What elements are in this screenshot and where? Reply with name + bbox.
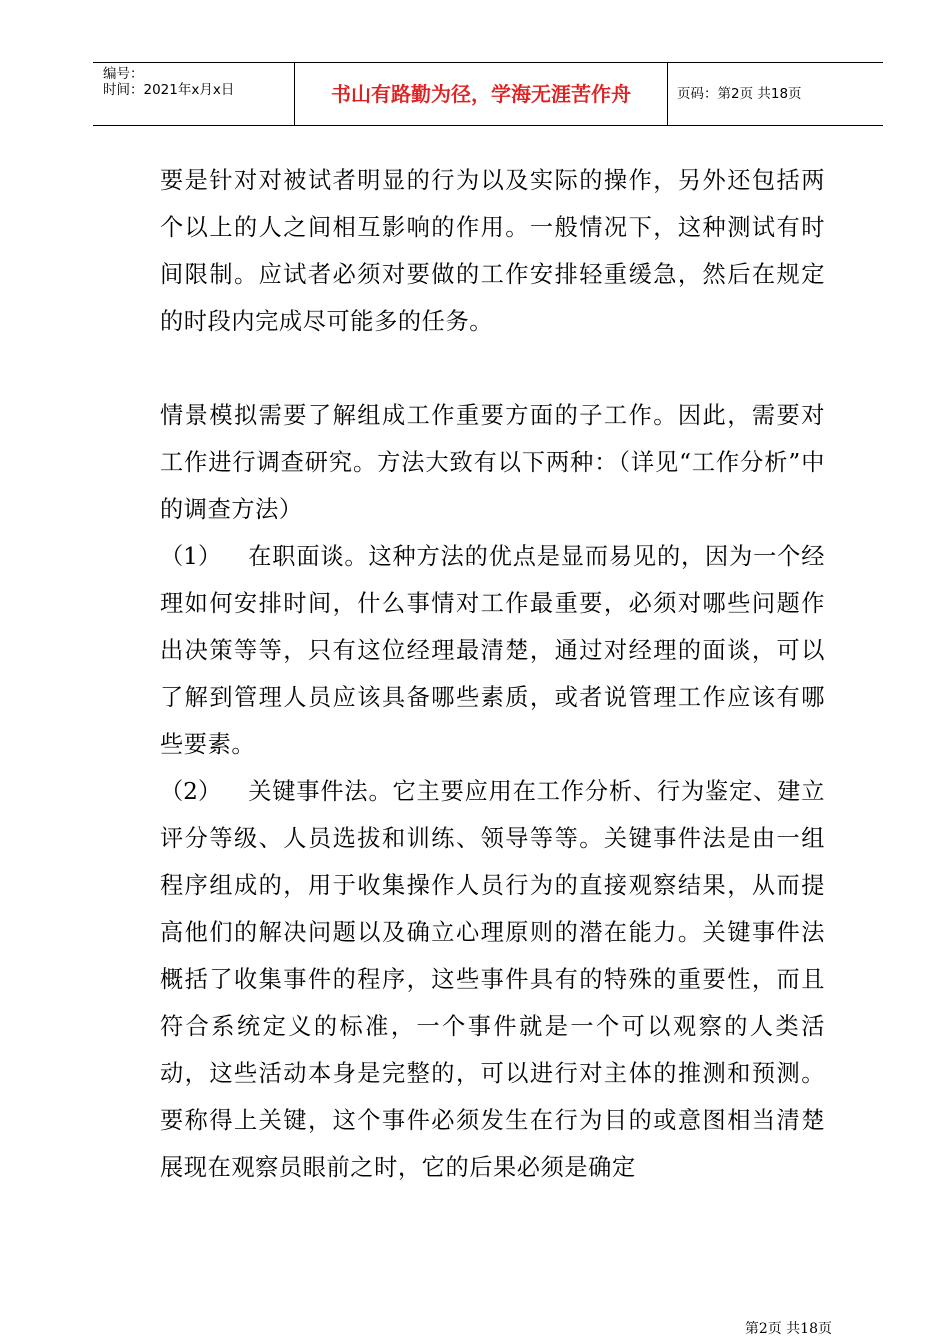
page-header — [93, 62, 883, 126]
list-item-1-text: 在职面谈。这种方法的优点是显而易见的，因为一个经理如何安排时间，什么事情对工作最重要，必须对哪些问题作出决策等等，只有这位经理最清楚，通过对经理的面谈，可以了解到管理人员应该具备哪些素质，或者说管理工作应该有哪些要素。 — [160, 543, 825, 758]
header-divider-right — [667, 63, 668, 125]
document-body — [160, 157, 825, 1191]
list-item-2-number: （2） — [160, 778, 222, 805]
header-page-label: 页码：第2页 共18页 — [677, 86, 802, 102]
page-footer: 第2页 共18页 — [744, 1321, 832, 1337]
time-label: 时间：2021年x月x日 — [103, 82, 235, 98]
code-label: 编号： — [103, 66, 144, 82]
paragraph-1: 要是针对对被试者明显的行为以及实际的操作，另外还包括两个以上的人之间相互影响的作用。一般情况下，这种测试有时间限制。应试者必须对要做的工作安排轻重缓急，然后在规定的时段内完成尽可能多的任务。 — [160, 167, 825, 335]
header-motto: 书山有路勤为径，学海无涯苦作舟 — [331, 82, 631, 106]
list-item-2 — [160, 768, 825, 1191]
list-item-2-text: 关键事件法。它主要应用在工作分析、行为鉴定、建立评分等级、人员选拔和训练、领导等等。关键事件法是由一组程序组成的，用于收集操作人员行为的直接观察结果，从而提高他们的解决问题以及确立心理原则的潜在能力。关键事件法概括了收集事件的程序，这些事件具有的特殊的重要性，而且符合系统定义的标准，一个事件就是一个可以观察的人类活动，这些活动本身是完整的，可以进行对主体的推测和预测。要称得上关键，这个事件必须发生在行为目的或意图相当清楚展现在观察员眼前之时，它的后果必须是确定 — [160, 778, 825, 1181]
paragraph-spacer — [160, 345, 825, 392]
header-meta — [103, 66, 293, 98]
paragraph-2: 情景模拟需要了解组成工作重要方面的子工作。因此，需要对工作进行调查研究。方法大致有以下两种：（详见“工作分析”中的调查方法） — [160, 402, 825, 523]
list-item-1-number: （1） — [160, 543, 222, 570]
list-item-1 — [160, 533, 825, 768]
